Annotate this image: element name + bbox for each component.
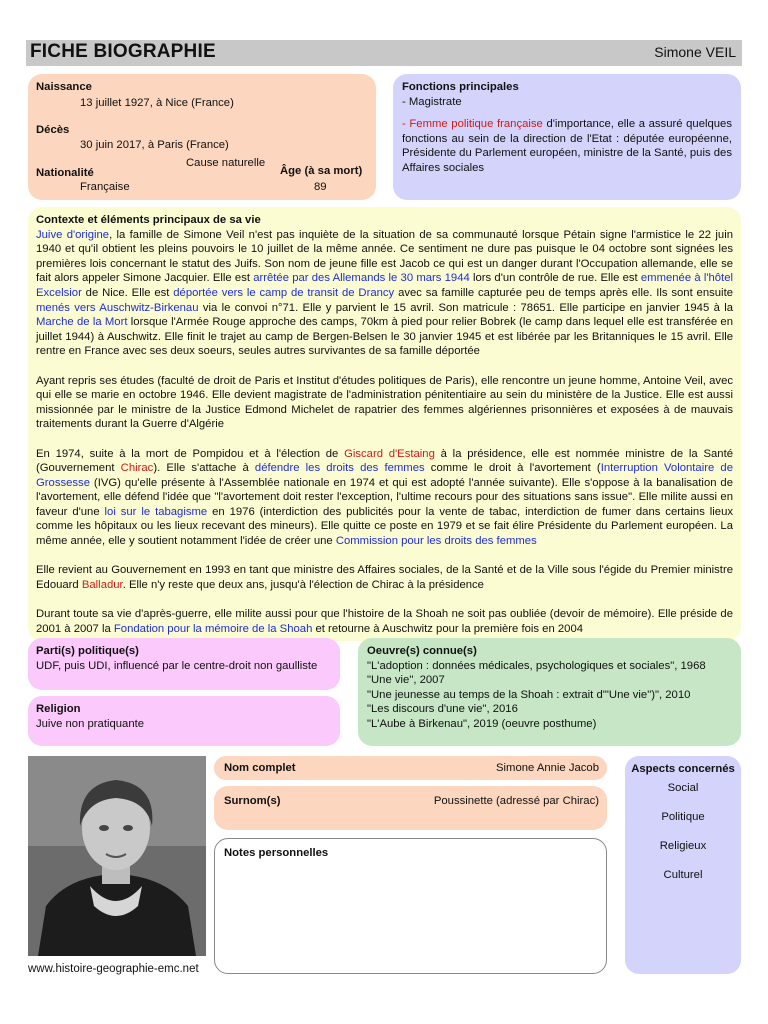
page-title: FICHE BIOGRAPHIE [30,41,216,62]
partis-value: UDF, puis UDI, influencé par le centre-droit non gaulliste [36,659,318,672]
partis-label: Parti(s) politique(s) [36,645,139,657]
deces-cause: Cause naturelle [186,157,266,169]
contexte-paragraph-4: Elle revient au Gouvernement en 1993 en tant que ministre des Affaires sociales, de la Santé et de la Ville sous l'égide du Premier ministre Edouard Balladur. Elle n'y reste que deux ans, jusqu'à l'élection de Chirac à la présidence [36,564,733,591]
notes-label: Notes personnelles [224,847,329,859]
nom-complet-box [214,756,607,780]
droits-femmes-link[interactable]: défendre les droits des femmes [254,462,425,475]
religion-label: Religion [36,703,81,715]
surnom-label: Surnom(s) [224,795,281,807]
ivg-link[interactable]: Interruption Volontaire de Grossesse [36,462,734,489]
fonctions-box [393,74,741,200]
drancy-link[interactable]: déportée vers le camp de transit de Drancy [173,286,395,299]
auschwitz-link[interactable]: menés vers Auschwitz-Birkenau [36,301,199,314]
notes-box[interactable] [214,838,607,974]
deces-label: Décès [36,124,70,136]
identity-box [28,74,376,200]
chirac-link[interactable]: Chirac [120,462,154,475]
aspect-item: Religieux [659,839,707,852]
naissance-label: Naissance [36,81,92,93]
nom-complet-label: Nom complet [224,762,296,774]
arrestation-link[interactable]: arrêtée par des Allemands le 30 mars 1944 [253,272,470,285]
fonctions-label: Fonctions principales [402,81,519,93]
oeuvre-item: "Une jeunesse au temps de la Shoah : extrait d'"Une vie")", 2010 [367,688,691,701]
tabagisme-link[interactable]: loi sur le tabagisme [104,505,208,518]
contexte-paragraph-1: Juive d'origine, la famille de Simone Veil n'est pas inquiète de la situation de sa communauté lorsque Pétain signe l'armistice le 22 juin 1940 et qu'il obtient les pleins pouvoirs le 10 juillet de la même année. Ce sentiment ne dure pas puisque le 04 octobre sont signées les premières lois concernant le statut des Juifs. Son nom de jeune fille est Jacob ce qui est un danger durant l'Occupation allemande, elle se fait alors appeler Simone Jacquier. Elle est arrêtée par des Allemands le 30 mars 1944 lors d'un contrôle de rue. Elle est emmenée à l'hôtel Excelsior de Nice. Elle est déportée vers le camp de transit de Drancy avec sa famille capturée peu de temps après elle. Ils sont ensuite menés vers Auschwitz-Birkenau via le convoi n°71. Elle y parvient le 15 avril. Son matricule : 78651. Elle participe en janvier 1945 à la Marche de la Mort lorsque l'Armée Rouge approche des camps, 70km à pied pour relier Bobrek (le camp dans lequel elle est transférée en juillet 1944) à Auschwitz. Elle finit le trajet au camp de Bergen-Belsen le 30 janvier 1945 et est libérée par les Britanniques le 15 avril. Elle rentre en France avec ses deux soeurs, seules autres survivantes de sa famille déportée [36,228,733,358]
oeuvre-item: "L'Aube à Birkenau", 2019 (oeuvre posthume) [367,717,597,730]
fonctions-text: - Femme politique française d'importance, elle a assuré quelques fonctions au sein de la direction de l'Etat : députée européenne, Présidente du Parlement européen, ministre de la Santé, puis des Affaires sociales [402,118,732,174]
commission-femmes-link[interactable]: Commission pour les droits des femmes [335,535,537,548]
portrait-photo [28,756,206,956]
fonctions-line-1: - Magistrate [402,95,462,108]
surnom-box [214,786,607,830]
hotel-excelsior-link[interactable]: emmenée à l'hôtel Excelsior [36,272,733,299]
aspects-label: Aspects concernés [631,763,735,775]
contexte-box [28,207,741,641]
deces-value: 30 juin 2017, à Paris (France) [80,139,229,151]
marche-mort-link[interactable]: Marche de la Mort [36,316,128,329]
surnom-value: Poussinette (adressé par Chirac) [433,795,599,807]
contexte-paragraph-5: Durant toute sa vie d'après-guerre, elle milite aussi pour que l'histoire de la Shoah ne soit pas oubliée (devoir de mémoire). Elle préside de 2001 à 2007 la Fondation pour la mémoire de la Shoah et retourne à Auschwitz pour la première fois en 2004 [36,608,733,635]
oeuvres-label: Oeuvre(s) connue(s) [367,645,477,657]
website-credit[interactable]: www.histoire-geographie-emc.net [28,963,199,975]
femme-politique-link[interactable]: Femme politique française [409,118,543,131]
aspects-box [625,756,741,974]
aspect-item: Culturel [663,868,703,881]
oeuvre-item: "L'adoption : données médicales, psychologiques et sociales", 1968 [367,659,706,672]
religion-value: Juive non pratiquante [36,717,145,730]
balladur-link[interactable]: Balladur [81,578,123,591]
contexte-paragraph-2: Ayant repris ses études (faculté de droit de Paris et Institut d'études politiques de Paris), elle rencontre un jeune homme, Antoine Veil, avec qui elle se marie en octobre 1946. Elle devient magistrate de l'administration pénitentiaire au sein du ministère de la Justice. Elle est aussi missionnée par le ministre de la Justice Edmond Michelet de rapatrier des femmes algériennes prisonnières et exposées à de mauvais traitements durant la Guerre d'Algérie [36,374,733,431]
contexte-paragraph-3: En 1974, suite à la mort de Pompidou et à l'élection de Giscard d'Estaing à la présidence, elle est nommée ministre de la Santé (Gouvernement Chirac). Elle s'attache à défendre les droits des femmes comme le droit à l'avortement (Interruption Volontaire de Grossesse (IVG) qu'elle présente à l'Assemblée nationale en 1974 et qui est adopté l'année suivante). Elle s'oppose à la banalisation de l'avortement, elle défend l'idée que "l'avortement doit rester l'exception, l'ultime recours pour des situations sans issue". Elle milite aussi en faveur d'une loi sur le tabagisme en 1976 (interdiction des publicités pour la vente de tabac, interdiction de fumer dans certains lieux comme les hôpitaux ou les lieux recevant des mineurs). Elle quitte ce poste en 1979 et se fait élire Présidente du Parlement européen. La même année, elle y soutient notamment l'idée de créer une Commission pour les droits des femmes [36,447,734,548]
nationalite-value: Française [80,181,130,193]
header-bar [26,40,742,66]
subject-name: Simone VEIL [654,44,736,60]
age-label: Âge (à sa mort) [280,165,363,177]
portrait-illustration [28,756,206,956]
aspect-item: Politique [661,810,705,823]
juive-origine-link[interactable]: Juive d'origine [36,228,110,241]
fondation-shoah-link[interactable]: Fondation pour la mémoire de la Shoah [113,622,313,635]
aspect-item: Social [667,781,699,794]
oeuvre-item: "Les discours d'une vie", 2016 [367,703,518,716]
age-value: 89 [314,181,327,193]
oeuvre-item: "Une vie", 2007 [367,674,445,687]
religion-box [28,696,340,746]
naissance-value: 13 juillet 1927, à Nice (France) [80,97,234,109]
oeuvres-box [358,638,741,746]
partis-box [28,638,340,690]
nationalite-label: Nationalité [36,167,94,179]
contexte-label: Contexte et éléments principaux de sa vie [36,214,261,226]
nom-complet-value: Simone Annie Jacob [496,762,599,774]
giscard-link[interactable]: Giscard d'Estaing [344,447,435,460]
